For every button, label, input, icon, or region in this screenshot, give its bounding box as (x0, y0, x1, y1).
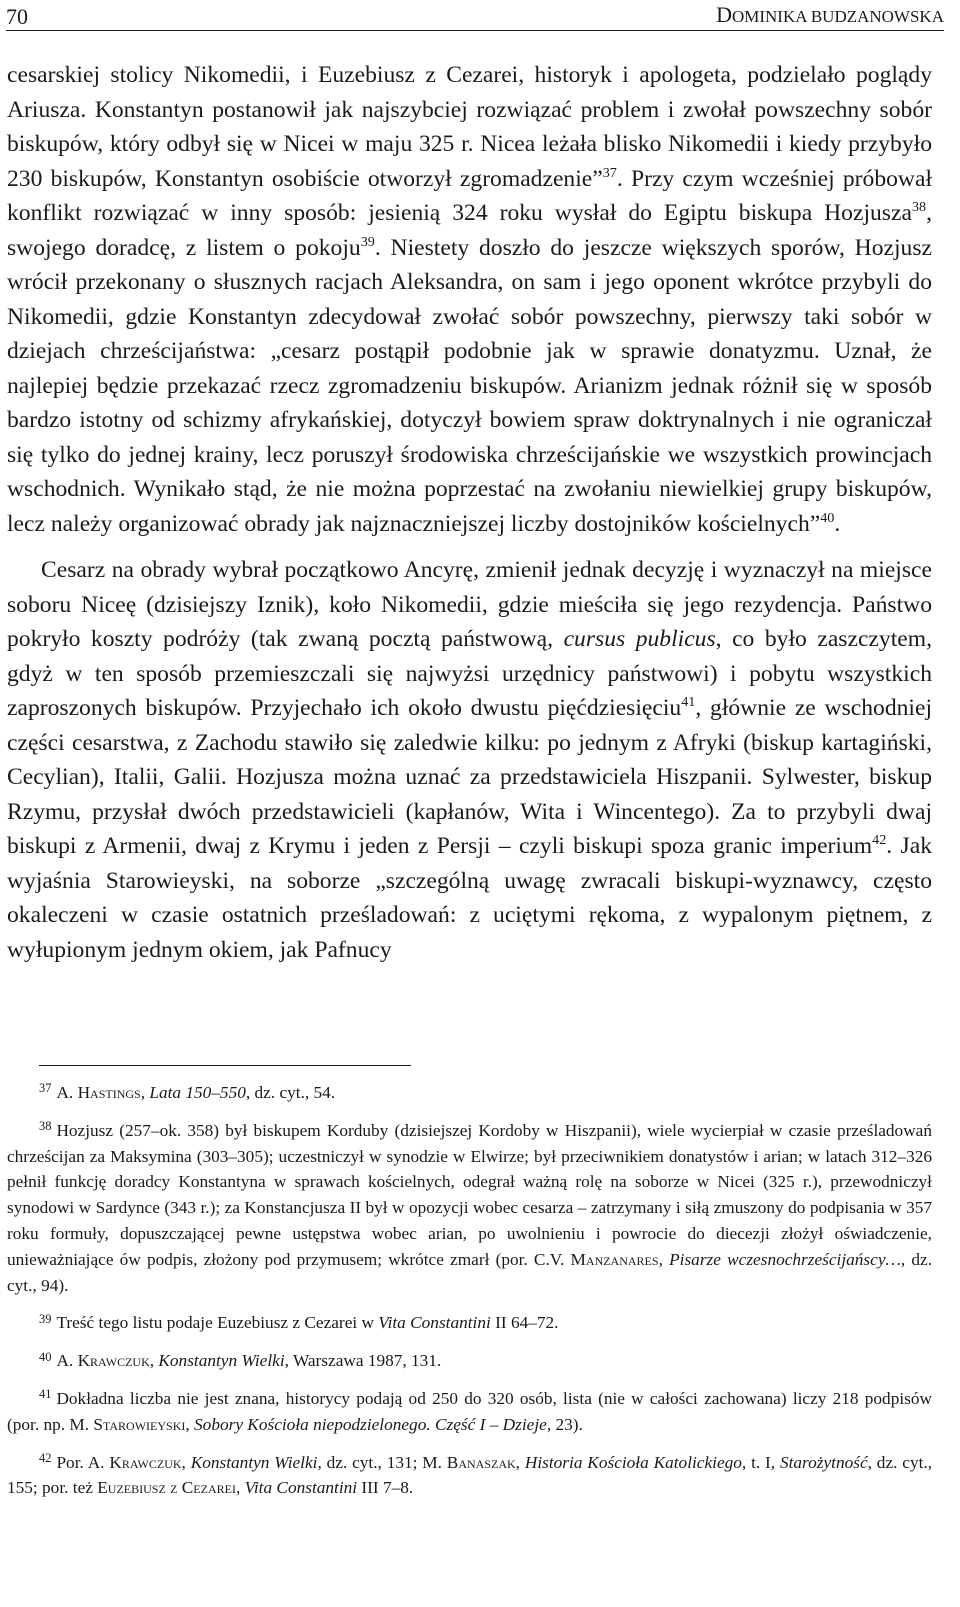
page-number: 70 (6, 4, 28, 29)
footnote-ref-41[interactable]: 41 (681, 694, 696, 711)
footnote-39: $^{39}$ Treść tego listu podaje Euzebiusz z Cezarei w Vita Constantini II 64–72. (39, 1311, 559, 1333)
footnote-ref-38[interactable]: 38 (911, 199, 927, 216)
footnote-ref-40[interactable]: 40 (820, 509, 835, 526)
footnote-40: $^{40}$ A. Krawczuk, Konstantyn Wielki, Warszawa 1987, 131. (39, 1349, 442, 1371)
running-header (6, 0, 944, 30)
footnote-ref-39[interactable]: 39 (360, 233, 375, 250)
main-text (7, 58, 932, 967)
paragraph-2: Cesarz na obrady wybrał początkowo Ancyrę, zmienił jednak decyzję i wyznaczył na miejsce soboru Niceę (dzisiejszy Iznik), koło Nikomedii, gdzie mieściła się jego rezydencja. Państwo pokryło koszty podróży (tak zwaną pocztą państwową, cursus publicus, co było zaszczytem, gdyż w ten sposób przemieszczali się najwyżsi urzędnicy państwowi) i pobytu wszystkich zaproszonych biskupów. Przyjechało ich około dwustu pięćdziesięciu$^{41}$, głównie ze wschodniej części cesarstwa, z Zachodu stawiło się zaledwie kilku: po jednym z Afryki (biskup kartagiński, Cecylian), Italii, Galii. Hozjusza można uznać za przedstawiciela Hiszpanii. Sylwester, biskup Rzymu, przysłał dwóch przedstawicieli (kapłanów, Wita i Wincentego). Za to przybyli dwaj biskupi z Armenii, dwaj z Krymu i jeden z Persji – czyli biskupi spoza granic imperium$^{42}$. Jak wyjaśnia Starowieyski, na soborze „szczególną uwagę zwracali biskupi-wyznawcy, często okaleczeni w czasie ostatnich prześladowań: z uciętymi rękoma, z wypalonym piętnem, z wyłupionym jednym okiem, jak Pafnucy (7, 557, 932, 963)
footnote-ref-37[interactable]: 37 (602, 164, 617, 181)
footnote-ref-42[interactable]: 42 (872, 832, 887, 849)
footnote-37: $^{37}$ A. Hastings, Lata 150–550, dz. cyt., 54. (39, 1081, 336, 1102)
header-rule (6, 30, 944, 31)
running-head-author: DOMINIKA BUDZANOWSKA (716, 2, 944, 27)
footnote-42: $^{42}$ Por. A. Krawczuk, Konstantyn Wielki, dz. cyt., 131; M. Banaszak, Historia Kościoła Katolickiego, t. I, Starożytność, dz. cyt., 155; por. też Euzebiusz z Cezarei, Vita Constantini III 7–8. (7, 1450, 933, 1498)
footnote-separator (39, 1065, 411, 1066)
footnote-41: $^{41}$ Dokładna liczba nie jest znana, historycy podają od 250 do 320 osób, lista (nie w całości zachowana) liczy 218 podpisów (por. np. M. Starowieyski, Sobory Kościoła niepodzielonego. Część I – Dzieje, 23). (7, 1387, 932, 1434)
footnotes (7, 1080, 932, 1513)
paragraph-1: cesarskiej stolicy Nikomedii, i Euzebiusz z Cezarei, historyk i apologeta, podzielało poglądy Ariusza. Konstantyn postanowił jak najszybciej rozwiązać problem i zwołał powszechny sobór biskupów, który odbył się w Nicei w maju 325 r. Nicea leżała blisko Nikomedii i kiedy przybyło 230 biskupów, Konstantyn osobiście otworzył zgromadzenie”$^{37}$. Przy czym wcześniej próbował konflikt rozwiązać w inny sposób: jesienią 324 roku wysłał do Egiptu biskupa Hozjusza$^{38}$, swojego doradcę, z listem o pokoju$^{39}$. Niestety doszło do jeszcze większych sporów, Hozjusz wrócił przekonany o słusznych racjach Aleksandra, on sam i jego oponent wkrótce przybyli do Nikomedii, gdzie Konstantyn zdecydował zwołać sobór powszechny, pierwszy taki sobór w dziejach chrześcijaństwa: „cesarz postąpił podobnie jak w sprawie donatyzmu. Uznał, że najlepiej będzie przekazać rzecz zgromadzeniu biskupów. Arianizm jednak różnił się w sposób bardzo istotny od schizmy afrykańskiej, dotyczył bowiem spraw doktrynalnych i nie ograniczał się tylko do jednej krainy, lecz poruszył środowiska chrześcijańskie we wszystkich prowincjach wschodnich. Wynikało stąd, że nie można poprzestać na zwołaniu niewielkiej grupy biskupów, lecz należy organizować obrady jak najznaczniejszej liczby dostojników kościelnych”$^{40}$. (7, 62, 932, 537)
footnote-38: $^{38}$ Hozjusz (257–ok. 358) był biskupem Korduby (dzisiejszej Kordoby w Hiszpanii), wiele wycierpiał w czasie prześladowań chrześcijan za Maksymina (303–305); uczestniczył w synodzie w Elwirze; był przeciwnikiem donatystów i arian; w latach 312–326 pełnił funkcję doradcy Konstantyna w sprawach kościelnych, odegrał ważną rolę na soborze w Nicei (325 r.), przewodniczył synodowi w Sardynce (343 r.); za Konstancjusza II był w opozycji wobec cesarza – zatrzymany i siłą zmuszony do podpisania w 357 roku formuły, dopuszczającej pewne ustępstwa wobec arian, po uwolnieniu i powrocie do diecezji złożył oświadczenie, unieważniające ów podpis, złożony pod przymusem; wkrótce zmarł (por. C.V. Manzanares, Pisarze wczesnochrześcijańscy…, dz. cyt., 94). (7, 1119, 933, 1295)
